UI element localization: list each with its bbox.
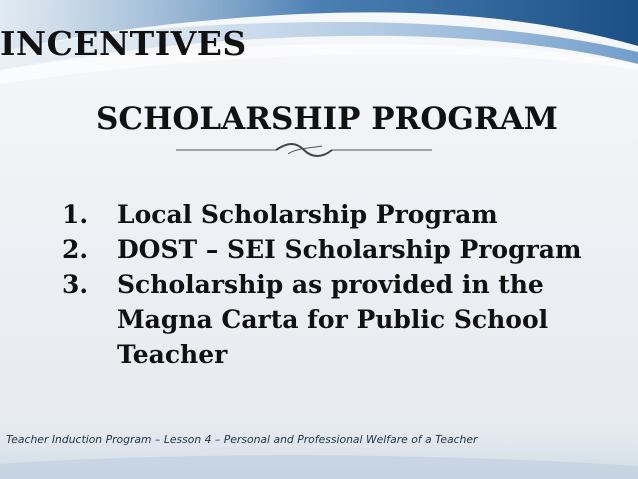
slide-footer: Teacher Induction Program – Lesson 4 – Personal and Professional Welfare of a Teacher: [6, 433, 478, 446]
scholarship-list: [62, 197, 581, 372]
list-item-text: Scholarship as provided in the Magna Carta for Public School Teacher: [117, 270, 549, 369]
list-item-number: 2.: [62, 235, 89, 264]
slide-title: INCENTIVES: [0, 24, 247, 63]
list-item: [62, 267, 581, 372]
list-item: [62, 232, 581, 267]
list-item-text: Local Scholarship Program: [117, 200, 498, 229]
slide-subtitle: SCHOLARSHIP PROGRAM: [96, 101, 558, 137]
list-item-number: 3.: [62, 270, 89, 299]
decorative-divider: [176, 138, 432, 164]
list-item-text: DOST – SEI Scholarship Program: [117, 235, 582, 264]
list-item: [62, 197, 581, 232]
list-item-number: 1.: [62, 200, 89, 229]
